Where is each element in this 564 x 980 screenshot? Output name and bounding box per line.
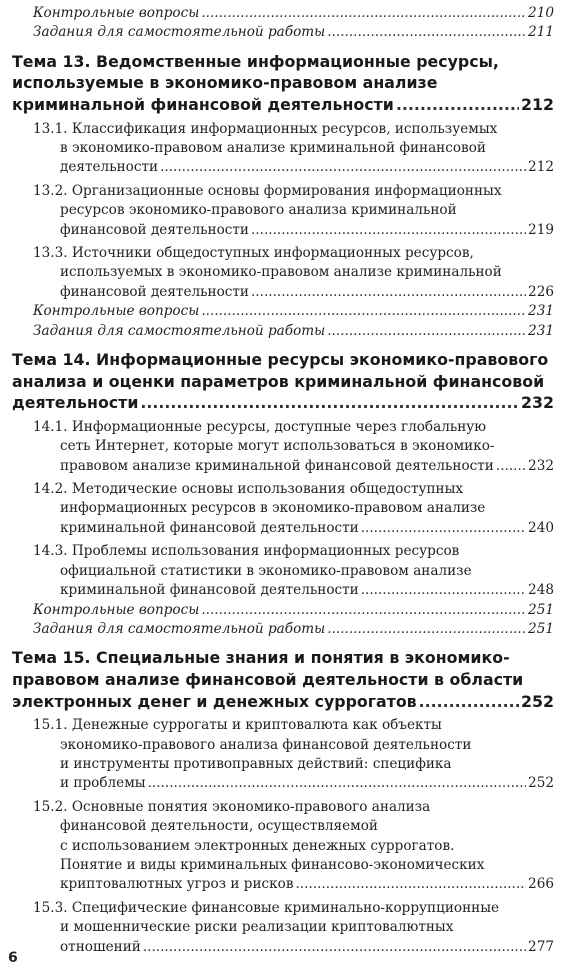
toc-entry-self-study-tasks[interactable]: Задания для самостоятельной работы ..... 231 bbox=[12, 322, 554, 341]
page-ref: 219 bbox=[528, 221, 554, 238]
toc-entry-self-study-tasks[interactable]: Задания для самостоятельной работы ..... 251 bbox=[12, 620, 554, 639]
page-ref: 252 bbox=[528, 775, 554, 792]
page-ref: 240 bbox=[528, 519, 554, 536]
page-ref: 212 bbox=[528, 159, 554, 176]
page-number: 6 bbox=[8, 950, 18, 966]
toc-topic-15-heading[interactable]: Тема 15. Специальные знания и понятия в экономико- правовом анализе финансовой деятельности в области электронных денег и денежных суррогатов ..... 252 bbox=[12, 647, 554, 712]
toc-entry-14-3[interactable]: 14.3. Проблемы использования информационных ресурсов официальной статистики в экономико-правовом анализе криминальной финансовой деятельности ..... 248 bbox=[12, 542, 554, 600]
toc-entry-control-questions[interactable]: Контрольные вопросы ..... 231 bbox=[12, 302, 554, 321]
page-ref: 248 bbox=[528, 582, 554, 599]
toc-topic-13-heading[interactable]: Тема 13. Ведомственные информационные ресурсы, используемые в экономико-правовом анализе криминальной финансовой деятельности ..... 212 bbox=[12, 51, 554, 116]
page-ref: 211 bbox=[528, 24, 554, 41]
toc-entry-15-2[interactable]: 15.2. Основные понятия экономико-правового анализа финансовой деятельности, осуществляемой с использованием электронных денежных суррогатов. Понятие и виды криминальных финансово-экономических криптовалютных угроз и рисков ..... 266 bbox=[12, 798, 554, 895]
toc-entry-13-1[interactable]: 13.1. Классификация информационных ресурсов, используемых в экономико-правовом анализе криминальной финансовой деятельности ..... 212 bbox=[12, 120, 554, 178]
page-ref: 266 bbox=[528, 876, 554, 893]
toc-topic-14-heading[interactable]: Тема 14. Информационные ресурсы экономико-правового анализа и оценки параметров криминальной финансовой деятельности ..... 232 bbox=[12, 349, 554, 414]
toc-entry-15-3[interactable]: 15.3. Специфические финансовые криминально-коррупционные и мошеннические риски реализации криптовалютных отношений ..... 277 bbox=[12, 899, 554, 957]
page-ref: 252 bbox=[521, 691, 554, 711]
page-ref: 251 bbox=[528, 620, 554, 637]
page-ref: 212 bbox=[521, 95, 554, 114]
page-ref: 232 bbox=[528, 457, 554, 474]
page-ref: 231 bbox=[528, 303, 554, 320]
toc-entry-14-2[interactable]: 14.2. Методические основы использования общедоступных информационных ресурсов в экономико-правовом анализе криминальной финансовой деятельности ..... 240 bbox=[12, 480, 554, 538]
toc-entry-self-study-tasks[interactable]: Задания для самостоятельной работы ..... 211 bbox=[12, 23, 554, 42]
page-ref: 226 bbox=[528, 283, 554, 300]
table-of-contents bbox=[12, 4, 554, 957]
page-ref: 232 bbox=[521, 393, 554, 413]
page-ref: 231 bbox=[528, 322, 554, 339]
toc-entry-13-2[interactable]: 13.2. Организационные основы формирования информационных ресурсов экономико-правового анализа криминальной финансовой деятельности ..... 219 bbox=[12, 182, 554, 240]
toc-entry-15-1[interactable]: 15.1. Денежные суррогаты и криптовалюта как объекты экономико-правового анализа финансовой деятельности и инструменты противоправных действий: специфика и проблемы ..... 252 bbox=[12, 716, 554, 794]
toc-entry-control-questions[interactable]: Контрольные вопросы ..... 251 bbox=[12, 601, 554, 620]
toc-entry-13-3[interactable]: 13.3. Источники общедоступных информационных ресурсов, используемых в экономико-правовом анализе криминальной финансовой деятельности ..... 226 bbox=[12, 244, 554, 302]
toc-entry-14-1[interactable]: 14.1. Информационные ресурсы, доступные через глобальную сеть Интернет, которые могут использоваться в экономико- правовом анализе криминальной финансовой деятельности ..... 232 bbox=[12, 418, 554, 476]
toc-entry-control-questions[interactable]: Контрольные вопросы ..... 210 bbox=[12, 4, 554, 23]
page-ref: 210 bbox=[528, 5, 554, 21]
page-ref: 277 bbox=[528, 938, 554, 955]
page-ref: 251 bbox=[528, 601, 554, 618]
